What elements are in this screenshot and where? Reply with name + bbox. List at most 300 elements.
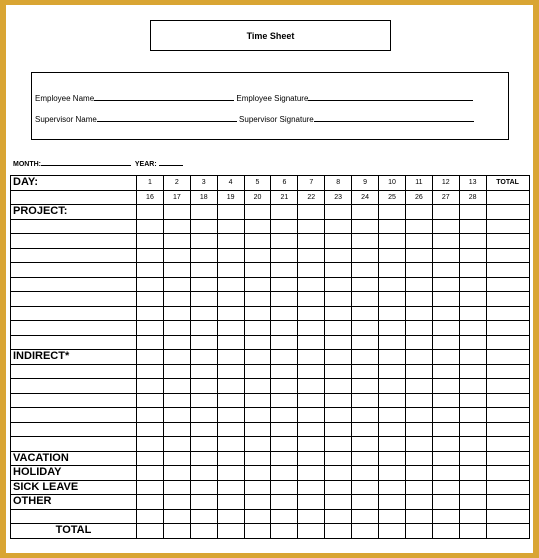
- supervisor-signature-field[interactable]: [314, 114, 474, 122]
- hours-cell[interactable]: [459, 335, 486, 350]
- hours-cell[interactable]: [217, 437, 244, 452]
- hours-cell[interactable]: [379, 219, 406, 234]
- hours-cell[interactable]: [459, 234, 486, 249]
- row-total-cell[interactable]: [486, 364, 529, 379]
- hours-cell[interactable]: [432, 495, 459, 510]
- hours-cell[interactable]: [459, 480, 486, 495]
- hours-cell[interactable]: [405, 422, 432, 437]
- hours-cell[interactable]: [244, 277, 271, 292]
- hours-cell[interactable]: [352, 350, 379, 365]
- hours-cell[interactable]: [137, 205, 164, 220]
- hours-cell[interactable]: [217, 480, 244, 495]
- hours-cell[interactable]: [298, 234, 325, 249]
- hours-cell[interactable]: [271, 364, 298, 379]
- hours-cell[interactable]: [352, 393, 379, 408]
- hours-cell[interactable]: [352, 321, 379, 336]
- hours-cell[interactable]: [379, 379, 406, 394]
- hours-cell[interactable]: [298, 379, 325, 394]
- row-total-cell[interactable]: [486, 306, 529, 321]
- hours-cell[interactable]: [137, 306, 164, 321]
- hours-cell[interactable]: [244, 480, 271, 495]
- hours-cell[interactable]: [405, 335, 432, 350]
- hours-cell[interactable]: [379, 495, 406, 510]
- hours-cell[interactable]: [217, 306, 244, 321]
- hours-cell[interactable]: [432, 524, 459, 539]
- hours-cell[interactable]: [271, 335, 298, 350]
- hours-cell[interactable]: [244, 379, 271, 394]
- hours-cell[interactable]: [298, 335, 325, 350]
- hours-cell[interactable]: [190, 277, 217, 292]
- hours-cell[interactable]: [432, 321, 459, 336]
- hours-cell[interactable]: [459, 306, 486, 321]
- hours-cell[interactable]: [244, 495, 271, 510]
- hours-cell[interactable]: [271, 248, 298, 263]
- employee-signature-field[interactable]: [308, 93, 473, 101]
- hours-cell[interactable]: [217, 364, 244, 379]
- hours-cell[interactable]: [459, 350, 486, 365]
- hours-cell[interactable]: [405, 509, 432, 524]
- hours-cell[interactable]: [163, 422, 190, 437]
- hours-cell[interactable]: [325, 321, 352, 336]
- hours-cell[interactable]: [217, 393, 244, 408]
- hours-cell[interactable]: [325, 437, 352, 452]
- hours-cell[interactable]: [352, 335, 379, 350]
- hours-cell[interactable]: [325, 509, 352, 524]
- hours-cell[interactable]: [352, 277, 379, 292]
- hours-cell[interactable]: [137, 451, 164, 466]
- hours-cell[interactable]: [163, 205, 190, 220]
- hours-cell[interactable]: [271, 277, 298, 292]
- hours-cell[interactable]: [405, 495, 432, 510]
- hours-cell[interactable]: [271, 437, 298, 452]
- supervisor-name-field[interactable]: [97, 114, 237, 122]
- hours-cell[interactable]: [244, 234, 271, 249]
- hours-cell[interactable]: [352, 379, 379, 394]
- hours-cell[interactable]: [298, 263, 325, 278]
- hours-cell[interactable]: [244, 451, 271, 466]
- hours-cell[interactable]: [432, 292, 459, 307]
- hours-cell[interactable]: [244, 248, 271, 263]
- hours-cell[interactable]: [244, 205, 271, 220]
- hours-cell[interactable]: [137, 466, 164, 481]
- hours-cell[interactable]: [432, 234, 459, 249]
- hours-cell[interactable]: [217, 495, 244, 510]
- hours-cell[interactable]: [298, 437, 325, 452]
- hours-cell[interactable]: [163, 248, 190, 263]
- hours-cell[interactable]: [325, 277, 352, 292]
- hours-cell[interactable]: [352, 364, 379, 379]
- hours-cell[interactable]: [379, 466, 406, 481]
- hours-cell[interactable]: [217, 321, 244, 336]
- hours-cell[interactable]: [217, 292, 244, 307]
- hours-cell[interactable]: [217, 263, 244, 278]
- hours-cell[interactable]: [244, 393, 271, 408]
- hours-cell[interactable]: [405, 248, 432, 263]
- hours-cell[interactable]: [244, 524, 271, 539]
- hours-cell[interactable]: [298, 248, 325, 263]
- hours-cell[interactable]: [217, 350, 244, 365]
- hours-cell[interactable]: [352, 480, 379, 495]
- hours-cell[interactable]: [379, 205, 406, 220]
- hours-cell[interactable]: [325, 495, 352, 510]
- hours-cell[interactable]: [459, 379, 486, 394]
- hours-cell[interactable]: [352, 495, 379, 510]
- hours-cell[interactable]: [352, 437, 379, 452]
- hours-cell[interactable]: [217, 509, 244, 524]
- hours-cell[interactable]: [298, 466, 325, 481]
- hours-cell[interactable]: [217, 335, 244, 350]
- hours-cell[interactable]: [271, 408, 298, 423]
- hours-cell[interactable]: [163, 466, 190, 481]
- hours-cell[interactable]: [137, 277, 164, 292]
- hours-cell[interactable]: [163, 480, 190, 495]
- hours-cell[interactable]: [217, 277, 244, 292]
- hours-cell[interactable]: [190, 335, 217, 350]
- hours-cell[interactable]: [137, 437, 164, 452]
- hours-cell[interactable]: [405, 219, 432, 234]
- hours-cell[interactable]: [459, 321, 486, 336]
- hours-cell[interactable]: [432, 350, 459, 365]
- hours-cell[interactable]: [137, 422, 164, 437]
- row-total-cell[interactable]: [486, 219, 529, 234]
- hours-cell[interactable]: [271, 205, 298, 220]
- hours-cell[interactable]: [217, 451, 244, 466]
- row-total-cell[interactable]: [486, 524, 529, 539]
- hours-cell[interactable]: [325, 234, 352, 249]
- hours-cell[interactable]: [298, 277, 325, 292]
- hours-cell[interactable]: [163, 292, 190, 307]
- hours-cell[interactable]: [244, 335, 271, 350]
- hours-cell[interactable]: [352, 234, 379, 249]
- hours-cell[interactable]: [137, 219, 164, 234]
- hours-cell[interactable]: [244, 466, 271, 481]
- hours-cell[interactable]: [137, 408, 164, 423]
- hours-cell[interactable]: [432, 451, 459, 466]
- hours-cell[interactable]: [379, 292, 406, 307]
- hours-cell[interactable]: [190, 495, 217, 510]
- hours-cell[interactable]: [405, 205, 432, 220]
- row-total-cell[interactable]: [486, 509, 529, 524]
- hours-cell[interactable]: [459, 524, 486, 539]
- row-total-cell[interactable]: [486, 335, 529, 350]
- hours-cell[interactable]: [405, 350, 432, 365]
- row-total-cell[interactable]: [486, 379, 529, 394]
- hours-cell[interactable]: [352, 248, 379, 263]
- row-total-cell[interactable]: [486, 234, 529, 249]
- hours-cell[interactable]: [405, 277, 432, 292]
- hours-cell[interactable]: [379, 524, 406, 539]
- hours-cell[interactable]: [459, 495, 486, 510]
- hours-cell[interactable]: [217, 219, 244, 234]
- hours-cell[interactable]: [271, 422, 298, 437]
- hours-cell[interactable]: [217, 248, 244, 263]
- hours-cell[interactable]: [190, 234, 217, 249]
- hours-cell[interactable]: [190, 364, 217, 379]
- hours-cell[interactable]: [298, 408, 325, 423]
- hours-cell[interactable]: [379, 393, 406, 408]
- hours-cell[interactable]: [163, 379, 190, 394]
- hours-cell[interactable]: [190, 292, 217, 307]
- hours-cell[interactable]: [217, 524, 244, 539]
- hours-cell[interactable]: [459, 364, 486, 379]
- hours-cell[interactable]: [298, 350, 325, 365]
- hours-cell[interactable]: [379, 509, 406, 524]
- hours-cell[interactable]: [190, 350, 217, 365]
- hours-cell[interactable]: [379, 321, 406, 336]
- hours-cell[interactable]: [459, 292, 486, 307]
- hours-cell[interactable]: [244, 437, 271, 452]
- hours-cell[interactable]: [459, 263, 486, 278]
- hours-cell[interactable]: [217, 234, 244, 249]
- hours-cell[interactable]: [244, 292, 271, 307]
- hours-cell[interactable]: [163, 451, 190, 466]
- hours-cell[interactable]: [137, 321, 164, 336]
- hours-cell[interactable]: [405, 263, 432, 278]
- hours-cell[interactable]: [271, 350, 298, 365]
- hours-cell[interactable]: [271, 219, 298, 234]
- hours-cell[interactable]: [352, 509, 379, 524]
- hours-cell[interactable]: [379, 422, 406, 437]
- row-total-cell[interactable]: [486, 495, 529, 510]
- hours-cell[interactable]: [352, 219, 379, 234]
- hours-cell[interactable]: [244, 321, 271, 336]
- hours-cell[interactable]: [190, 379, 217, 394]
- row-total-cell[interactable]: [486, 466, 529, 481]
- hours-cell[interactable]: [379, 277, 406, 292]
- hours-cell[interactable]: [325, 393, 352, 408]
- row-total-cell[interactable]: [486, 277, 529, 292]
- hours-cell[interactable]: [137, 524, 164, 539]
- hours-cell[interactable]: [432, 437, 459, 452]
- hours-cell[interactable]: [432, 379, 459, 394]
- hours-cell[interactable]: [190, 466, 217, 481]
- hours-cell[interactable]: [271, 379, 298, 394]
- hours-cell[interactable]: [163, 234, 190, 249]
- hours-cell[interactable]: [190, 205, 217, 220]
- hours-cell[interactable]: [405, 408, 432, 423]
- hours-cell[interactable]: [137, 480, 164, 495]
- hours-cell[interactable]: [298, 321, 325, 336]
- hours-cell[interactable]: [459, 219, 486, 234]
- hours-cell[interactable]: [459, 408, 486, 423]
- hours-cell[interactable]: [190, 263, 217, 278]
- hours-cell[interactable]: [405, 292, 432, 307]
- hours-cell[interactable]: [405, 306, 432, 321]
- row-total-cell[interactable]: [486, 408, 529, 423]
- hours-cell[interactable]: [271, 480, 298, 495]
- hours-cell[interactable]: [379, 437, 406, 452]
- hours-cell[interactable]: [190, 422, 217, 437]
- hours-cell[interactable]: [137, 509, 164, 524]
- hours-cell[interactable]: [352, 306, 379, 321]
- hours-cell[interactable]: [244, 350, 271, 365]
- hours-cell[interactable]: [217, 408, 244, 423]
- hours-cell[interactable]: [352, 451, 379, 466]
- hours-cell[interactable]: [298, 292, 325, 307]
- hours-cell[interactable]: [432, 277, 459, 292]
- hours-cell[interactable]: [325, 408, 352, 423]
- hours-cell[interactable]: [405, 437, 432, 452]
- hours-cell[interactable]: [298, 422, 325, 437]
- hours-cell[interactable]: [190, 437, 217, 452]
- hours-cell[interactable]: [459, 422, 486, 437]
- hours-cell[interactable]: [325, 205, 352, 220]
- hours-cell[interactable]: [298, 495, 325, 510]
- hours-cell[interactable]: [405, 480, 432, 495]
- hours-cell[interactable]: [459, 205, 486, 220]
- row-total-cell[interactable]: [486, 480, 529, 495]
- hours-cell[interactable]: [163, 321, 190, 336]
- hours-cell[interactable]: [137, 234, 164, 249]
- hours-cell[interactable]: [325, 451, 352, 466]
- hours-cell[interactable]: [163, 335, 190, 350]
- hours-cell[interactable]: [325, 364, 352, 379]
- hours-cell[interactable]: [379, 234, 406, 249]
- hours-cell[interactable]: [432, 306, 459, 321]
- row-total-cell[interactable]: [486, 292, 529, 307]
- hours-cell[interactable]: [271, 234, 298, 249]
- row-total-cell[interactable]: [486, 350, 529, 365]
- row-total-cell[interactable]: [486, 263, 529, 278]
- hours-cell[interactable]: [244, 509, 271, 524]
- hours-cell[interactable]: [325, 422, 352, 437]
- hours-cell[interactable]: [405, 364, 432, 379]
- hours-cell[interactable]: [325, 379, 352, 394]
- row-total-cell[interactable]: [486, 393, 529, 408]
- hours-cell[interactable]: [325, 480, 352, 495]
- hours-cell[interactable]: [459, 466, 486, 481]
- hours-cell[interactable]: [379, 451, 406, 466]
- hours-cell[interactable]: [432, 364, 459, 379]
- row-total-cell[interactable]: [486, 321, 529, 336]
- hours-cell[interactable]: [352, 263, 379, 278]
- hours-cell[interactable]: [432, 263, 459, 278]
- hours-cell[interactable]: [352, 466, 379, 481]
- hours-cell[interactable]: [379, 306, 406, 321]
- hours-cell[interactable]: [352, 524, 379, 539]
- hours-cell[interactable]: [325, 335, 352, 350]
- hours-cell[interactable]: [244, 408, 271, 423]
- hours-cell[interactable]: [163, 277, 190, 292]
- hours-cell[interactable]: [405, 234, 432, 249]
- hours-cell[interactable]: [163, 350, 190, 365]
- hours-cell[interactable]: [298, 451, 325, 466]
- hours-cell[interactable]: [432, 335, 459, 350]
- hours-cell[interactable]: [379, 263, 406, 278]
- year-field[interactable]: [159, 158, 183, 166]
- hours-cell[interactable]: [432, 219, 459, 234]
- hours-cell[interactable]: [379, 350, 406, 365]
- hours-cell[interactable]: [271, 263, 298, 278]
- hours-cell[interactable]: [325, 219, 352, 234]
- row-total-cell[interactable]: [486, 451, 529, 466]
- hours-cell[interactable]: [163, 509, 190, 524]
- hours-cell[interactable]: [137, 350, 164, 365]
- hours-cell[interactable]: [271, 292, 298, 307]
- hours-cell[interactable]: [163, 263, 190, 278]
- hours-cell[interactable]: [325, 292, 352, 307]
- hours-cell[interactable]: [298, 364, 325, 379]
- hours-cell[interactable]: [325, 524, 352, 539]
- hours-cell[interactable]: [325, 350, 352, 365]
- hours-cell[interactable]: [137, 495, 164, 510]
- hours-cell[interactable]: [325, 306, 352, 321]
- hours-cell[interactable]: [271, 321, 298, 336]
- hours-cell[interactable]: [298, 509, 325, 524]
- hours-cell[interactable]: [432, 466, 459, 481]
- hours-cell[interactable]: [432, 422, 459, 437]
- hours-cell[interactable]: [137, 292, 164, 307]
- hours-cell[interactable]: [432, 408, 459, 423]
- hours-cell[interactable]: [190, 509, 217, 524]
- hours-cell[interactable]: [298, 205, 325, 220]
- hours-cell[interactable]: [379, 480, 406, 495]
- row-total-cell[interactable]: [486, 248, 529, 263]
- hours-cell[interactable]: [379, 364, 406, 379]
- row-total-cell[interactable]: [486, 437, 529, 452]
- hours-cell[interactable]: [459, 248, 486, 263]
- hours-cell[interactable]: [298, 219, 325, 234]
- hours-cell[interactable]: [190, 306, 217, 321]
- hours-cell[interactable]: [190, 408, 217, 423]
- hours-cell[interactable]: [352, 205, 379, 220]
- hours-cell[interactable]: [405, 379, 432, 394]
- row-total-cell[interactable]: [486, 422, 529, 437]
- hours-cell[interactable]: [405, 524, 432, 539]
- hours-cell[interactable]: [405, 393, 432, 408]
- hours-cell[interactable]: [432, 248, 459, 263]
- hours-cell[interactable]: [432, 509, 459, 524]
- hours-cell[interactable]: [190, 480, 217, 495]
- hours-cell[interactable]: [352, 408, 379, 423]
- hours-cell[interactable]: [298, 393, 325, 408]
- hours-cell[interactable]: [459, 393, 486, 408]
- hours-cell[interactable]: [163, 306, 190, 321]
- hours-cell[interactable]: [379, 248, 406, 263]
- hours-cell[interactable]: [163, 364, 190, 379]
- hours-cell[interactable]: [271, 306, 298, 321]
- hours-cell[interactable]: [217, 466, 244, 481]
- hours-cell[interactable]: [190, 219, 217, 234]
- hours-cell[interactable]: [163, 437, 190, 452]
- hours-cell[interactable]: [298, 524, 325, 539]
- hours-cell[interactable]: [190, 248, 217, 263]
- hours-cell[interactable]: [217, 422, 244, 437]
- hours-cell[interactable]: [298, 480, 325, 495]
- hours-cell[interactable]: [325, 248, 352, 263]
- hours-cell[interactable]: [432, 393, 459, 408]
- hours-cell[interactable]: [271, 509, 298, 524]
- hours-cell[interactable]: [244, 263, 271, 278]
- hours-cell[interactable]: [190, 524, 217, 539]
- hours-cell[interactable]: [163, 219, 190, 234]
- row-total-cell[interactable]: [486, 205, 529, 220]
- hours-cell[interactable]: [137, 393, 164, 408]
- hours-cell[interactable]: [459, 451, 486, 466]
- hours-cell[interactable]: [459, 437, 486, 452]
- hours-cell[interactable]: [352, 292, 379, 307]
- hours-cell[interactable]: [379, 335, 406, 350]
- hours-cell[interactable]: [163, 524, 190, 539]
- hours-cell[interactable]: [325, 263, 352, 278]
- hours-cell[interactable]: [244, 364, 271, 379]
- hours-cell[interactable]: [459, 277, 486, 292]
- hours-cell[interactable]: [190, 393, 217, 408]
- hours-cell[interactable]: [325, 466, 352, 481]
- hours-cell[interactable]: [244, 422, 271, 437]
- hours-cell[interactable]: [163, 408, 190, 423]
- hours-cell[interactable]: [271, 451, 298, 466]
